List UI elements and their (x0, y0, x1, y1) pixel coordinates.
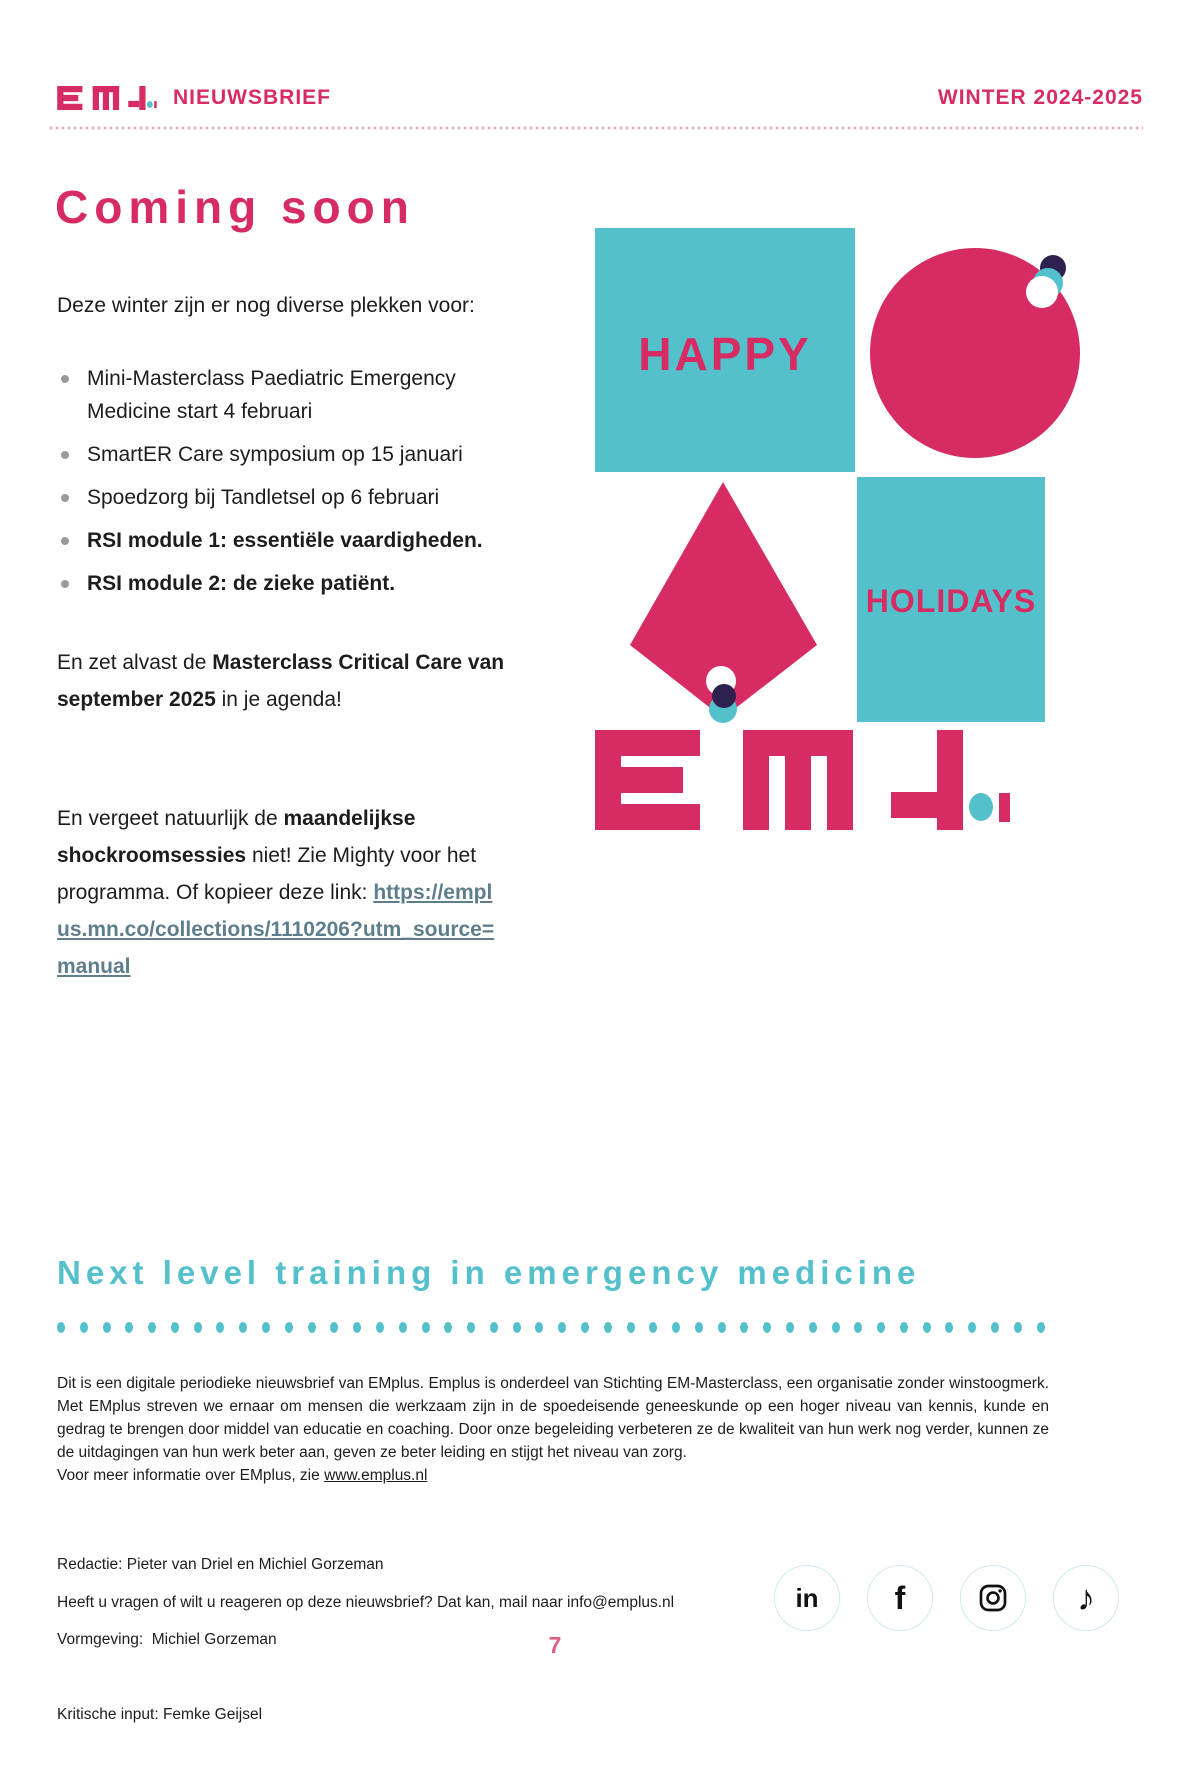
teal-dot (649, 1322, 657, 1333)
teal-dot (80, 1322, 88, 1333)
tiktok-icon[interactable]: ♪ (1053, 1565, 1119, 1631)
contact-line: Heeft u vragen of wilt u reageren op deze nieuwsbrief? Dat kan, mail naar info@emplus.nl (57, 1594, 675, 1611)
teal-dot (763, 1322, 771, 1333)
credit-redactie: Redactie: Pieter van Driel en Michiel Gorzeman (57, 1556, 384, 1573)
teal-dot (125, 1322, 133, 1333)
teal-dot (103, 1322, 111, 1333)
teal-dot (353, 1322, 361, 1333)
bauble-white-dot-icon (1026, 276, 1058, 308)
teal-dot (467, 1322, 475, 1333)
teal-dot (672, 1322, 680, 1333)
reminder-pre: En vergeet natuurlijk de (57, 807, 284, 830)
teal-dot (604, 1322, 612, 1333)
teal-dot (1037, 1322, 1045, 1333)
teal-dot (239, 1322, 247, 1333)
teal-dot (581, 1322, 589, 1333)
list-item: Spoedzorg bij Tandletsel op 6 februari (57, 481, 507, 514)
agenda-bold: Masterclass Critical Care van september 2025 (57, 651, 505, 711)
happy-label: HAPPY (638, 328, 812, 380)
teal-dot (399, 1322, 407, 1333)
brand-title: NIEUWSBRIEF (173, 86, 331, 109)
teal-dot (991, 1322, 999, 1333)
teal-dot (513, 1322, 521, 1333)
teal-dot (422, 1322, 430, 1333)
teal-dot (216, 1322, 224, 1333)
more-info-pre: Voor meer informatie over EMplus, zie (57, 1467, 325, 1484)
emplus-logo-large-icon (595, 730, 1010, 830)
teal-dot (535, 1322, 543, 1333)
kite-navy-dot-icon (712, 684, 736, 708)
events-list (57, 362, 507, 610)
teal-dot (809, 1322, 817, 1333)
page-number: 7 (548, 1632, 562, 1658)
teal-dot (285, 1322, 293, 1333)
instagram-icon[interactable] (960, 1565, 1026, 1631)
teal-dot (444, 1322, 452, 1333)
page-title: Coming soon (55, 181, 415, 233)
list-item: SmartER Care symposium op 15 januari (57, 438, 507, 471)
teal-dot (1014, 1322, 1022, 1333)
teal-dot (194, 1322, 202, 1333)
reminder-paragraph (57, 800, 502, 985)
facebook-icon[interactable]: f (867, 1565, 933, 1631)
credit-vormgeving: Vormgeving: Michiel Gorzeman (57, 1631, 277, 1648)
teal-dot (627, 1322, 635, 1333)
teal-dot (968, 1322, 976, 1333)
list-item: RSI module 2: de zieke patiënt. (57, 567, 507, 600)
tagline: Next level training in emergency medicine (57, 1254, 921, 1291)
about-section (57, 1372, 1049, 1487)
holiday-graphic (595, 228, 1065, 832)
teal-dot (877, 1322, 885, 1333)
collections-link[interactable]: https://emplus.mn.co/collections/1110206?utm_source=manual (57, 881, 495, 978)
issue-label: WINTER 2024-2025 (937, 86, 1143, 109)
reminder-mid: niet! Zie Mighty voor het programma. Of kopieer deze link: (57, 844, 477, 904)
teal-dot (558, 1322, 566, 1333)
social-links (774, 1565, 1119, 1631)
agenda-pre: En zet alvast de (57, 651, 213, 674)
agenda-post: in je agenda! (215, 688, 342, 711)
teal-dot (695, 1322, 703, 1333)
teal-dot (786, 1322, 794, 1333)
header-dotted-rule (48, 126, 1143, 130)
teal-dot (945, 1322, 953, 1333)
intro-text: Deze winter zijn er nog diverse plekken voor: (57, 294, 475, 317)
teal-dot (740, 1322, 748, 1333)
emplus-website-link[interactable]: www.emplus.nl (324, 1467, 428, 1484)
brand (57, 86, 331, 110)
teal-dot (148, 1322, 156, 1333)
teal-dot (330, 1322, 338, 1333)
page-header (57, 86, 1143, 110)
teal-dot (900, 1322, 908, 1333)
emplus-logo-icon (57, 86, 157, 110)
about-text: Dit is een digitale periodieke nieuwsbrief van EMplus. Emplus is onderdeel van Stichting EM-Masterclass, een organisatie zonder winstoogmerk. Met EMplus streven we ernaar om mensen die werkzaam zijn in de spoedeisende geneeskunde op een hoger niveau van kennis, kunde en gedrag te brengen door middel van educatie en coaching. Door onze begeleiding verbeteren ze de kwaliteit van hun werk nog verder, kunnen ze de uitdagingen van hun werk beter aan, geven ze beter leiding en stijgt het niveau van zorg. (57, 1375, 1049, 1461)
reminder-bold: maandelijkse shockroomsessies (57, 807, 416, 867)
list-item: Mini-Masterclass Paediatric Emergency Medicine start 4 februari (57, 362, 507, 428)
teal-dot (376, 1322, 384, 1333)
linkedin-icon[interactable]: in (774, 1565, 840, 1631)
credit-kritische-input: Kritische input: Femke Geijsel (57, 1706, 263, 1723)
teal-dot (854, 1322, 862, 1333)
teal-dot (718, 1322, 726, 1333)
teal-dot (308, 1322, 316, 1333)
holidays-label: HOLIDAYS (865, 583, 1037, 619)
teal-dot (57, 1322, 65, 1333)
teal-dot (832, 1322, 840, 1333)
teal-dot (923, 1322, 931, 1333)
teal-dot (262, 1322, 270, 1333)
list-item: RSI module 1: essentiële vaardigheden. (57, 524, 507, 557)
agenda-paragraph (57, 644, 517, 718)
tagline-dotted-rule (57, 1322, 1045, 1333)
teal-dot (171, 1322, 179, 1333)
more-info-line (57, 1464, 1049, 1487)
teal-dot (490, 1322, 498, 1333)
